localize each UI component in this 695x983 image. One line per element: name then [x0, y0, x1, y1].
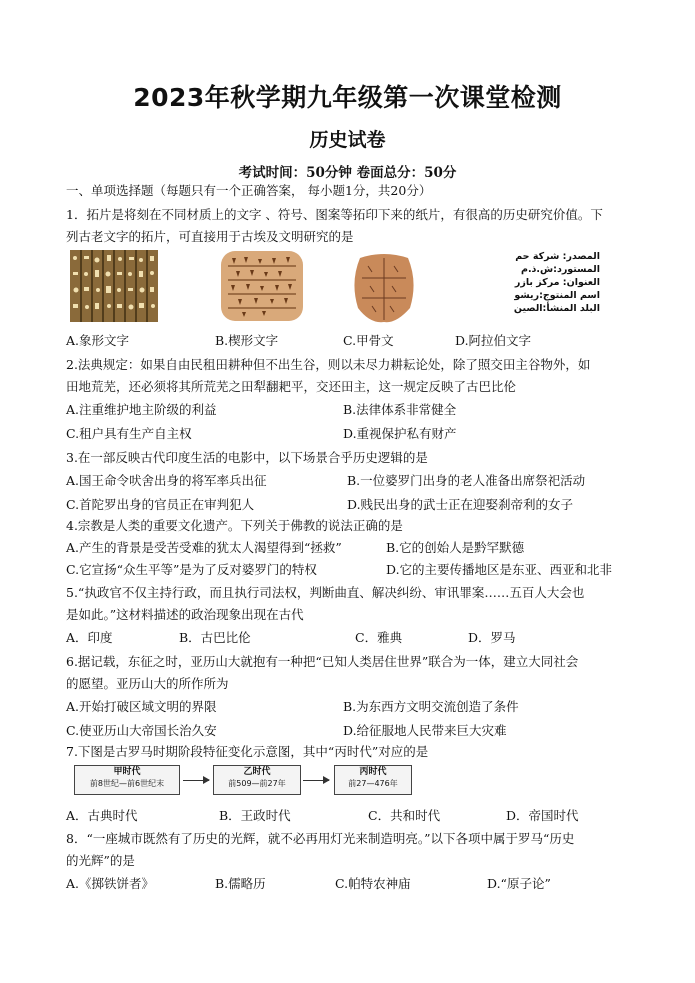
q8-option-a: A.《掷铁饼者》	[66, 876, 155, 891]
cuneiform-tablet-image	[218, 248, 306, 324]
q5-option-c: C．雅典	[355, 630, 403, 645]
q2-stem-line1: 2.法典规定：如果自由民租田耕种但不出生谷，则以未尽力耕耘论处，除了照交田主谷物外，如	[66, 357, 591, 372]
q7-option-d: D．帝国时代	[506, 808, 579, 823]
exam-title: 2023年秋学期九年级第一次课堂检测	[133, 83, 562, 112]
arabic-text-image	[440, 250, 600, 315]
q2-option-a: A.注重维护地主阶级的利益	[66, 402, 217, 417]
q2-option-d: D.重视保护私有财产	[343, 426, 457, 441]
flow-box-jia	[74, 765, 180, 795]
q3-stem: 3.在一部反映古代印度生活的电影中，以下场景合乎历史逻辑的是	[66, 450, 428, 465]
q5-option-d: D．罗马	[468, 630, 516, 645]
q6-option-a: A.开始打破区域文明的界限	[66, 699, 217, 714]
q8-stem-line2: 的光辉”的是	[66, 853, 135, 868]
q4-option-b: B.它的创始人是黔罕默德	[386, 540, 525, 555]
q1-option-d: D.阿拉伯文字	[455, 333, 532, 348]
q7-option-a: A．古典时代	[66, 808, 138, 823]
q2-option-b: B.法律体系非常健全	[343, 402, 457, 417]
q8-option-d: D.“原子论”	[487, 876, 551, 891]
flow-box-bing-name: 丙时代	[359, 767, 387, 777]
arabic-line: المصدر: شركة حم	[515, 251, 600, 262]
q1-stem-line1: 1．拓片是将刻在不同材质上的文字 、符号、图案等拓印下来的纸片，有很高的历史研究价值。下	[66, 207, 603, 222]
q6-stem-line1: 6.据记载，东征之时，亚历山大就抱有一种把“已知人类居住世界”联合为一体，建立大同社会	[66, 654, 579, 669]
q8-stem-line1: 8．“一座城市既然有了历史的光辉，就不必再用灯光来制造明亮。”以下各项中属于罗马“历史	[66, 831, 575, 846]
section-heading: 一、单项选择题（每题只有一个正确答案， 每小题1分，共20分）	[66, 183, 432, 198]
q1-option-c: C.甲骨文	[343, 333, 394, 348]
q7-stem: 7.下图是古罗马时期阶段特征变化示意图，其中“丙时代”对应的是	[66, 744, 429, 759]
flow-box-yi	[213, 765, 301, 795]
q3-option-a: A.国王命令吠舍出身的将军率兵出征	[66, 473, 267, 488]
q8-option-b: B.儒略历	[215, 876, 266, 891]
flow-box-jia-name: 甲时代	[113, 767, 141, 777]
q6-option-b: B.为东西方文明交流创造了条件	[343, 699, 519, 714]
q6-option-c: C.使亚历山大帝国长治久安	[66, 723, 217, 738]
q3-option-c: C.首陀罗出身的官员正在审判犯人	[66, 497, 255, 512]
exam-info: 考试时间：50分钟 卷面总分：50分	[238, 165, 457, 181]
q8-option-c: C.帕特农神庙	[335, 876, 411, 891]
exam-subtitle: 历史试卷	[309, 129, 386, 151]
q3-option-d: D.贱民出身的武士正在迎娶刹帝利的女子	[347, 497, 574, 512]
flow-box-bing	[334, 765, 412, 795]
flow-arrow	[303, 780, 329, 781]
q5-stem-line2: 是如此。”这材料描述的政治现象出现在古代	[66, 607, 304, 622]
flow-box-jia-range: 前8世纪—前6世纪末	[89, 779, 165, 788]
q7-option-c: C．共和时代	[368, 808, 441, 823]
q4-option-a: A.产生的背景是受苦受难的犹太人渴望得到“拯救”	[66, 540, 342, 555]
arabic-line: العنوان: مركز بازر	[514, 277, 600, 288]
flow-box-bing-range: 前27—476年	[348, 779, 398, 788]
q1-option-a: A.象形文字	[66, 333, 130, 348]
q5-option-b: B．古巴比伦	[179, 630, 251, 645]
oracle-bone-image	[348, 252, 420, 326]
q5-option-a: A．印度	[66, 630, 113, 645]
q6-option-d: D.给征服地人民带来巨大灾难	[343, 723, 507, 738]
q2-option-c: C.租户具有生产自主权	[66, 426, 192, 441]
q5-stem-line1: 5.“执政官不仅主持行政，而且执行司法权，判断曲直、解决纠纷、审讯罪案……五百人大会也	[66, 585, 585, 600]
q4-option-c: C.它宣扬“众生平等”是为了反对婆罗门的特权	[66, 562, 317, 577]
q3-option-b: B.一位婆罗门出身的老人准备出席祭祀活动	[347, 473, 586, 488]
hieroglyph-rubbing-image	[70, 250, 158, 322]
q4-option-d: D.它的主要传播地区是东亚、西亚和北非	[386, 562, 613, 577]
flow-box-yi-range: 前509—前27年	[228, 779, 286, 788]
arabic-line: اسم المنتوج:ريشو	[514, 290, 600, 301]
q4-stem: 4.宗教是人类的重要文化遗产。下列关于佛教的说法正确的是	[66, 518, 403, 533]
flow-arrow	[183, 780, 209, 781]
arabic-line: المستورد:ش.ذ.م	[520, 264, 600, 275]
q6-stem-line2: 的愿望。亚历山大的所作所为	[66, 676, 229, 691]
q1-stem-line2: 列古老文字的拓片，可直接用于古埃及文明研究的是	[66, 229, 354, 244]
flow-box-yi-name: 乙时代	[243, 767, 271, 777]
q2-stem-line2: 田地荒芜，还必须将其所荒芜之田犁翻耙平，交还田主，这一规定反映了古巴比伦	[66, 379, 517, 394]
q1-option-b: B.楔形文字	[215, 333, 279, 348]
arabic-line: البلد المنشأ:الصين	[513, 303, 600, 314]
q7-option-b: B．王政时代	[219, 808, 291, 823]
